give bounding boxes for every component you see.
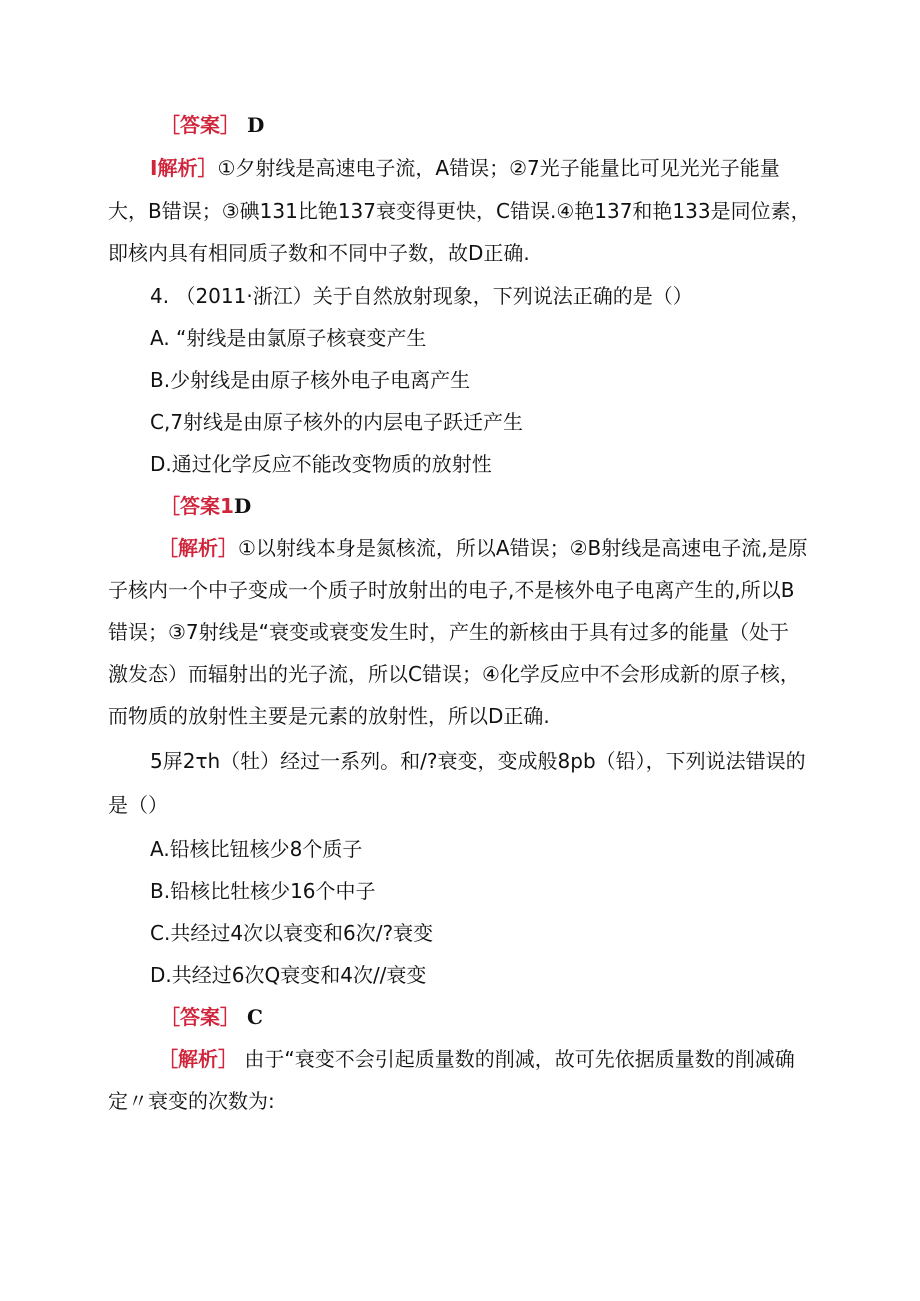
analysis-tag: ［解析］ <box>158 1047 238 1071</box>
analysis-line: 而物质的放射性主要是元素的放射性，所以D正确. <box>108 704 550 728</box>
analysis-line: 激发态）而辐射出的光子流，所以C错误；④化学反应中不会形成新的原子核， <box>108 662 800 686</box>
analysis-line <box>158 535 808 561</box>
analysis-line: 定〃衰变的次数为: <box>108 1089 275 1113</box>
analysis-tag: ［解析］ <box>158 536 238 560</box>
question-stem: 5屏2τh（牡）经过一系列。和/?衰变，变成般8pb（铅），下列说法错误的 <box>150 749 806 773</box>
question-stem: 4. （2011·浙江）关于自然放射现象，下列说法正确的是（） <box>150 284 693 308</box>
analysis-line: 错误；③7射线是“衰变或衰变发生时，产生的新核由于具有过多的能量（处于 <box>108 620 790 644</box>
answer-tag: ［答案］ <box>160 113 240 137</box>
analysis-line <box>158 1046 795 1072</box>
analysis-line: 大，B错误；③碘131比铯137衰变得更快，C错误.④艳137和艳133是同位素， <box>108 199 811 223</box>
option-c: C,7射线是由原子核外的内层电子跃迁产生 <box>150 410 524 434</box>
analysis-text: ①夕射线是高速电子流，A错误；②7光子能量比可见光光子能量 <box>217 156 780 180</box>
analysis-line: 子核内一个中子变成一个质子时放射出的电子,不是核外电子电离产生的,所以B <box>108 578 795 602</box>
answer-line <box>160 112 264 138</box>
analysis-line <box>150 155 780 181</box>
answer-line <box>160 493 251 519</box>
answer-value: C <box>240 1005 263 1029</box>
option-d: D.共经过6次Q衰变和4次//衰变 <box>150 963 427 987</box>
option-a: A.铅核比钮核少8个质子 <box>150 837 363 861</box>
option-a: A. “射线是由氯原子核衰变产生 <box>150 326 427 350</box>
option-b: B.少射线是由原子核外电子电离产生 <box>150 368 471 392</box>
answer-tag: ［答案1 <box>160 494 234 518</box>
answer-value: D <box>240 113 265 137</box>
analysis-tag: I解析］ <box>150 156 218 180</box>
analysis-text: 由于“衰变不会引起质量数的削减，故可先依据质量数的削减确 <box>238 1047 795 1071</box>
analysis-line: 即核内具有相同质子数和不同中子数，故D正确. <box>108 241 530 265</box>
analysis-text: ①以射线本身是氮核流，所以A错误；②B射线是高速电子流,是原 <box>238 536 808 560</box>
option-d: D.通过化学反应不能改变物质的放射性 <box>150 452 492 476</box>
option-c: C.共经过4次以衰变和6次/?衰变 <box>150 921 434 945</box>
answer-value: D <box>233 494 252 518</box>
answer-tag: ［答案］ <box>160 1005 240 1029</box>
question-stem-continued: 是（） <box>108 793 168 817</box>
option-b: B.铅核比牡核少16个中子 <box>150 879 376 903</box>
answer-line <box>160 1004 263 1030</box>
